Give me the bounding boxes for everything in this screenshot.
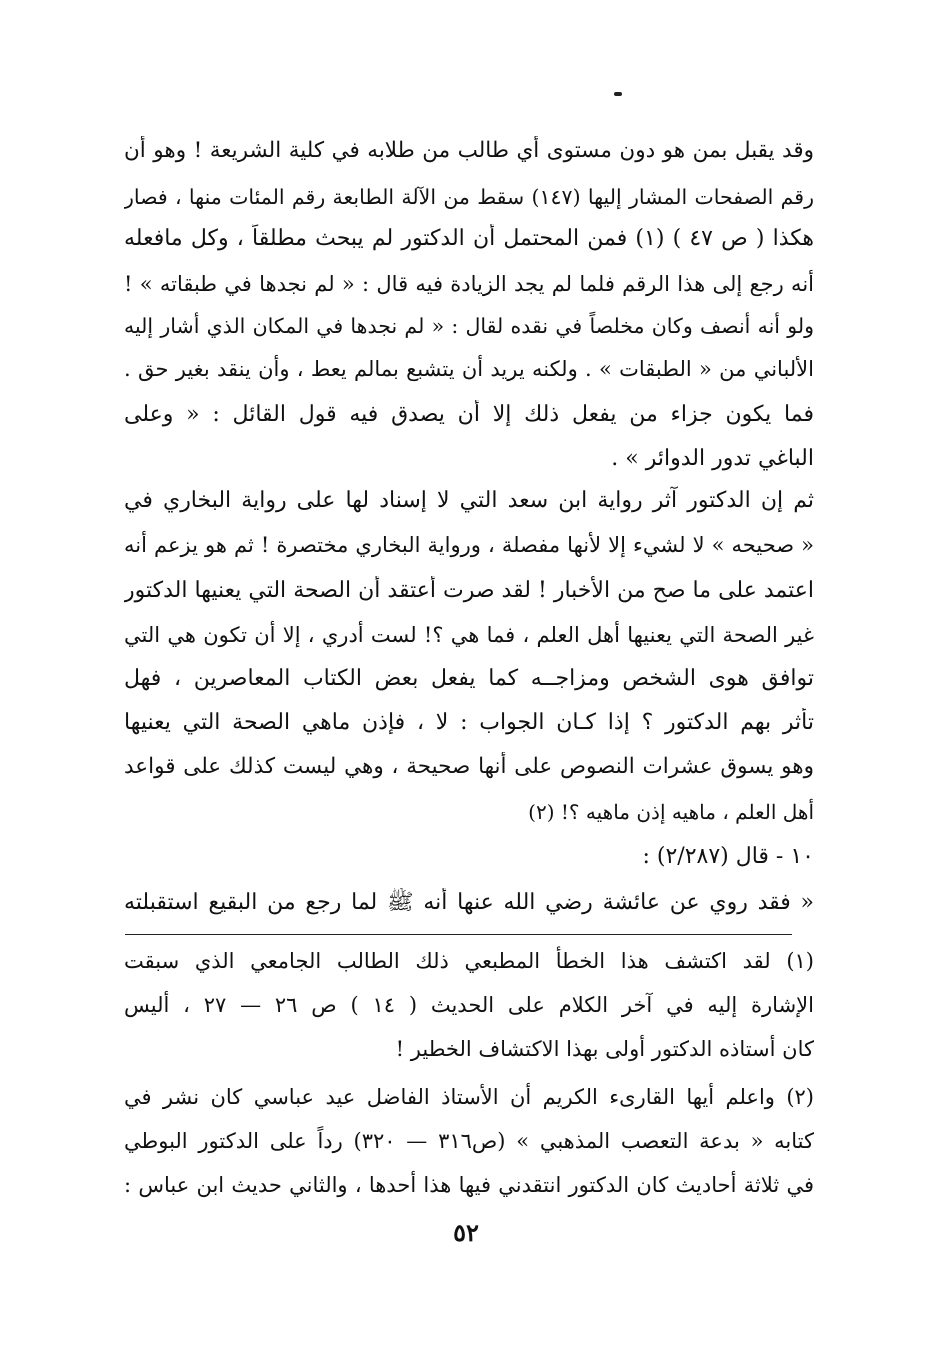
footnote-line: الإشارة إليه في آخر الكلام على الحديث ( ١٤ ) ص ٢٦ — ٢٧ ، أليس <box>124 993 814 1017</box>
text-line: فما يكون جزاء من يفعل ذلك إلا أن يصدق فيه قول القائل : « وعلى <box>124 402 814 427</box>
text-line: غير الصحة التي يعنيها أهل العلم ، فما هي ؟! لست أدري ، إلا أن تكون هي التي <box>124 623 814 647</box>
text-line: أهل العلم ، ماهيه إذن ماهيه ؟! (٢) <box>528 800 814 824</box>
text-line: أنه رجع إلى هذا الرقم فلما لم يجد الزيادة فيه قال : « لم نجدها في طبقاته » ! <box>124 272 814 296</box>
text-line: ثم إن الدكتور آثر رواية ابن سعد التي لا إسناد لها على رواية البخاري في <box>124 488 814 513</box>
text-line: « صحيحه » لا لشيء إلا لأنها مفصلة ، ورواية البخاري مختصرة ! ثم هو يزعم أنه <box>124 533 814 557</box>
text-line: ١٠ - قال (٢/٢٨٧) : <box>642 844 814 869</box>
text-line: الألباني من « الطبقات » . ولكنه يريد أن يتشبع بمالم يعط ، وأن ينقد بغير حق . <box>124 357 814 381</box>
text-line: وقد يقبل بمن هو دون مستوى أي طالب من طلابه في كلية الشريعة ! وهو أن <box>124 138 814 163</box>
page-number: ٥٢ <box>453 1218 479 1247</box>
text-line: وهو يسوق عشرات النصوص على أنها صحيحة ، وهي ليست كذلك على قواعد <box>124 754 814 779</box>
text-line: اعتمد على ما صح من الأخبار ! لقد صرت أعتقد أن الصحة التي يعنيها الدكتور <box>124 578 814 603</box>
text-line: « فقد روي عن عائشة رضي الله عنها أنه ﷺ لما رجع من البقيع استقبلته <box>124 890 814 915</box>
text-line: هكذا ( ص ٤٧ ) (١) فمن المحتمل أن الدكتور لم يبحث مطلقاً ، وكل مافعله <box>124 226 814 251</box>
footnote-line: (٢) واعلم أيها القارىء الكريم أن الأستاذ الفاضل عيد عباسي كان نشر في <box>124 1085 814 1109</box>
text-line: توافق هوى الشخص ومزاجــه كما يفعل بعض الكتاب المعاصرين ، فهل <box>124 666 814 691</box>
text-line: رقم الصفحات المشار إليها (١٤٧) سقط من الآلة الطابعة رقم المئات منها ، فصار <box>124 185 814 209</box>
footnote-separator <box>125 934 792 935</box>
text-line: تأثر بهم الدكتور ؟ إذا كـان الجواب : لا ، فإذن ماهي الصحة التي يعنيها <box>124 710 814 735</box>
ink-speck <box>614 92 622 96</box>
text-line: الباغي تدور الدوائر » . <box>611 446 814 471</box>
footnote-line: (١) لقد اكتشف هذا الخطأ المطبعي ذلك الطالب الجامعي الذي سبقت <box>124 949 814 973</box>
text-line: ولو أنه أنصف وكان مخلصاً في نقده لقال : « لم نجدها في المكان الذي أشار إليه <box>124 314 814 338</box>
footnote-line: في ثلاثة أحاديث كان الدكتور انتقدني فيها هذا أحدها ، والثاني حديث ابن عباس : <box>124 1173 814 1197</box>
footnote-line: كتابه « بدعة التعصب المذهبي » (ص٣١٦ — ٣٢٠) رداً على الدكتور البوطي <box>124 1129 814 1153</box>
footnote-line: كان أستاذه الدكتور أولى بهذا الاكتشاف الخطير ! <box>395 1037 814 1061</box>
